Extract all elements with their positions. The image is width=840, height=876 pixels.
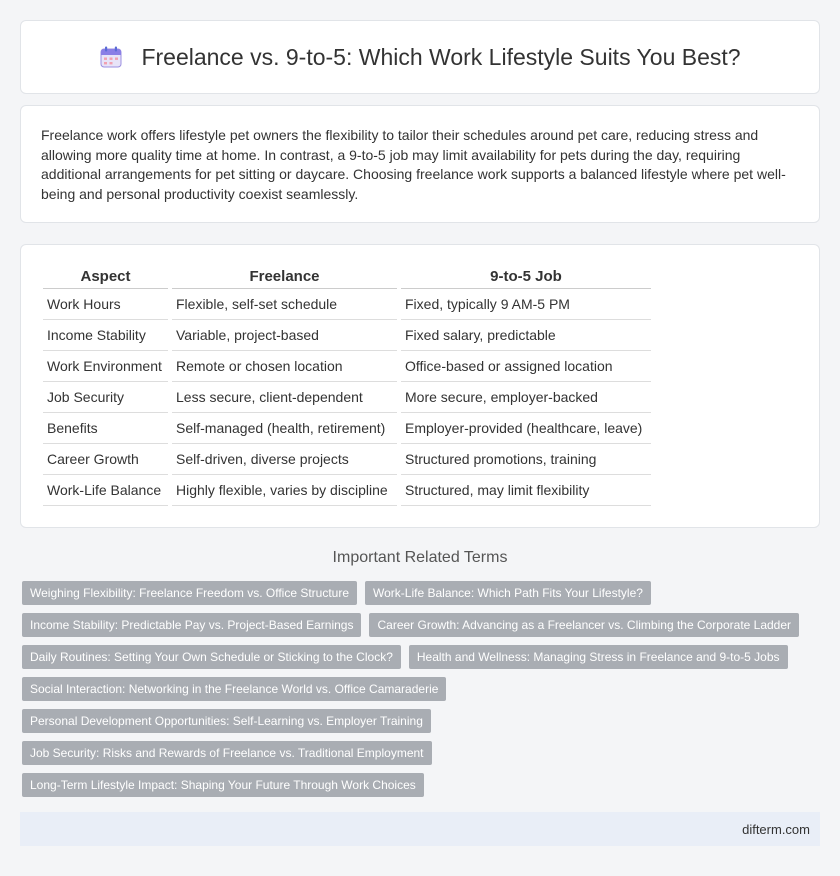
table-row — [43, 289, 651, 320]
related-terms-row — [22, 741, 822, 765]
cell-aspect: Income Stability — [43, 320, 168, 351]
related-term-tag[interactable]: Health and Wellness: Managing Stress in Freelance and 9-to-5 Jobs — [409, 645, 788, 669]
related-term-tag[interactable]: Personal Development Opportunities: Self-Learning vs. Employer Training — [22, 709, 431, 733]
footer-site[interactable]: difterm.com — [742, 821, 810, 837]
related-terms-list — [22, 581, 822, 805]
cell-freelance: Less secure, client-dependent — [172, 382, 397, 413]
cell-aspect: Work-Life Balance — [43, 475, 168, 506]
calendar-icon — [99, 45, 123, 69]
cell-freelance: Flexible, self-set schedule — [172, 289, 397, 320]
intro-text: Freelance work offers lifestyle pet owners the flexibility to tailor their schedules around pet care, reducing stress and allowing more quality time at home. In contrast, a 9-to-5 job may limit availability for pets during the day, requiring additional arrangements for pet sitting or daycare. Choosing freelance work supports a balanced lifestyle where pet well-being and personal productivity coexist seamlessly. — [41, 127, 786, 202]
column-header-freelance: Freelance — [172, 267, 397, 289]
page-title-text: Freelance vs. 9-to-5: Which Work Lifestyle Suits You Best? — [141, 43, 741, 70]
related-term-tag[interactable]: Job Security: Risks and Rewards of Freelance vs. Traditional Employment — [22, 741, 432, 765]
cell-freelance: Self-managed (health, retirement) — [172, 413, 397, 444]
table-row — [43, 351, 651, 382]
related-term-tag[interactable]: Income Stability: Predictable Pay vs. Project-Based Earnings — [22, 613, 361, 637]
related-term-tag[interactable]: Daily Routines: Setting Your Own Schedule or Sticking to the Clock? — [22, 645, 401, 669]
cell-freelance: Variable, project-based — [172, 320, 397, 351]
cell-9-to-5: Structured promotions, training — [401, 444, 651, 475]
cell-9-to-5: More secure, employer-backed — [401, 382, 651, 413]
cell-freelance: Highly flexible, varies by discipline — [172, 475, 397, 506]
related-terms-row — [22, 709, 822, 733]
related-term-tag[interactable]: Long-Term Lifestyle Impact: Shaping Your Future Through Work Choices — [22, 773, 424, 797]
related-terms-row — [22, 645, 822, 669]
related-terms-row — [22, 677, 822, 701]
cell-9-to-5: Office-based or assigned location — [401, 351, 651, 382]
cell-9-to-5: Fixed salary, predictable — [401, 320, 651, 351]
cell-aspect: Career Growth — [43, 444, 168, 475]
cell-freelance: Self-driven, diverse projects — [172, 444, 397, 475]
related-terms-title: Important Related Terms — [332, 549, 508, 566]
related-terms-row — [22, 581, 822, 605]
table-row — [43, 444, 651, 475]
comparison-table-card — [20, 244, 820, 528]
related-term-tag[interactable]: Work-Life Balance: Which Path Fits Your Lifestyle? — [365, 581, 651, 605]
table-row — [43, 320, 651, 351]
related-term-tag[interactable]: Social Interaction: Networking in the Freelance World vs. Office Camaraderie — [22, 677, 446, 701]
related-terms-row — [22, 773, 822, 797]
intro-card — [20, 105, 820, 223]
cell-aspect: Work Environment — [43, 351, 168, 382]
column-header-aspect: Aspect — [43, 267, 168, 289]
cell-9-to-5: Employer-provided (healthcare, leave) — [401, 413, 651, 444]
related-term-tag[interactable]: Weighing Flexibility: Freelance Freedom vs. Office Structure — [22, 581, 357, 605]
cell-aspect: Job Security — [43, 382, 168, 413]
table-header-row — [43, 267, 651, 289]
cell-9-to-5: Structured, may limit flexibility — [401, 475, 651, 506]
header-card — [20, 20, 820, 94]
footer — [20, 812, 820, 846]
table-row — [43, 382, 651, 413]
comparison-table — [39, 267, 655, 506]
cell-aspect: Benefits — [43, 413, 168, 444]
page-title — [99, 44, 740, 71]
related-term-tag[interactable]: Career Growth: Advancing as a Freelancer vs. Climbing the Corporate Ladder — [369, 613, 799, 637]
column-header-9-to-5: 9-to-5 Job — [401, 267, 651, 289]
cell-freelance: Remote or chosen location — [172, 351, 397, 382]
cell-9-to-5: Fixed, typically 9 AM-5 PM — [401, 289, 651, 320]
related-terms-row — [22, 613, 822, 637]
cell-aspect: Work Hours — [43, 289, 168, 320]
table-row — [43, 475, 651, 506]
table-row — [43, 413, 651, 444]
